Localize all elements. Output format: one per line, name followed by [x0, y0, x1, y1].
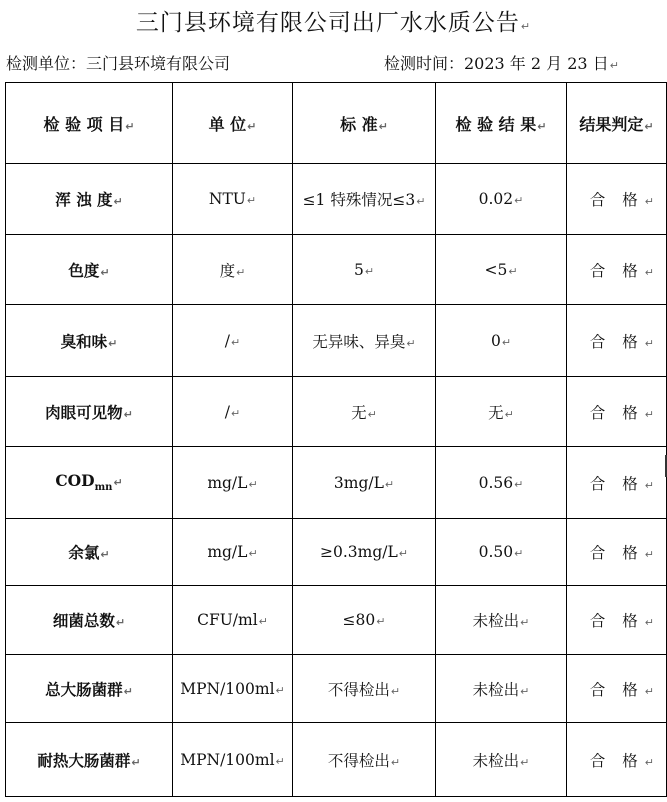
standard-cell	[293, 447, 436, 519]
judgement-cell	[567, 586, 667, 655]
paragraph-mark-icon: ↵	[390, 684, 401, 698]
paragraph-mark-icon: ↵	[367, 407, 377, 421]
header-standard: 标 准↵	[293, 83, 436, 164]
table-row	[6, 305, 667, 377]
paragraph-mark-icon: ↵	[644, 755, 660, 769]
judgement-cell-text: 合 格	[589, 403, 644, 422]
header-unit: 单 位↵	[173, 83, 293, 164]
judgement-cell-text: 合 格	[589, 332, 644, 351]
unit-cell-text: CFU/ml	[197, 611, 258, 629]
result-cell-text: 未检出	[472, 612, 520, 630]
table-row	[6, 586, 667, 655]
item-cell	[6, 164, 173, 235]
item-cell-text: 臭和味	[60, 331, 108, 351]
paragraph-mark-icon: ↵	[644, 119, 654, 133]
judgement-cell-text: 合 格	[589, 261, 644, 280]
result-cell-text: 0	[490, 331, 501, 350]
item-cell-text: 耐热大肠菌群	[37, 750, 131, 770]
paragraph-mark-icon: ↵	[247, 119, 257, 133]
table-row	[6, 377, 667, 447]
unit-cell-text: NTU	[208, 190, 246, 208]
unit-cell	[173, 655, 293, 723]
result-cell	[436, 305, 567, 377]
item-cell-text: 总大肠菌群	[45, 679, 123, 699]
paragraph-mark-icon: ↵	[644, 407, 660, 421]
paragraph-mark-icon: ↵	[504, 407, 514, 421]
paragraph-mark-icon: ↵	[514, 477, 524, 491]
item-cell	[6, 447, 173, 519]
unit-cell-text: mg/L	[207, 543, 248, 561]
judgement-cell	[567, 377, 667, 447]
judgement-cell-text: 合 格	[589, 751, 644, 770]
paragraph-mark-icon: ↵	[416, 195, 426, 208]
table-row	[6, 447, 667, 519]
standard-cell	[293, 235, 436, 305]
paragraph-mark-icon: ↵	[246, 194, 257, 207]
paragraph-mark-icon: ↵	[113, 476, 123, 490]
header-result: 检 验 结 果↵	[436, 83, 567, 164]
paragraph-mark-icon: ↵	[501, 335, 512, 349]
paragraph-mark-icon: ↵	[258, 615, 268, 628]
paragraph-mark-icon: ↵	[398, 547, 408, 560]
item-cell-text: 浑 浊 度	[55, 190, 113, 209]
paragraph-mark-icon: ↵	[644, 336, 660, 350]
paragraph-mark-icon: ↵	[364, 264, 375, 278]
item-cell-text: 色度	[68, 260, 100, 280]
standard-cell-text: 不得检出	[327, 751, 390, 770]
paragraph-mark-icon: ↵	[644, 548, 660, 561]
paragraph-mark-icon: ↵	[644, 616, 660, 629]
unit-cell-text: /	[224, 331, 230, 350]
item-cell	[6, 586, 173, 655]
testing-unit: 检测单位：三门县环境有限公司	[6, 54, 231, 73]
paragraph-mark-icon: ↵	[406, 336, 416, 350]
unit-cell	[173, 235, 293, 305]
standard-cell-text: 5	[353, 260, 364, 279]
standard-cell-text: 无	[351, 403, 367, 422]
judgement-cell	[567, 447, 667, 519]
standard-cell	[293, 377, 436, 447]
paragraph-mark-icon: ↵	[384, 477, 395, 491]
item-cell-text: 细菌总数	[52, 611, 115, 630]
paragraph-mark-icon: ↵	[376, 615, 386, 628]
paragraph-mark-icon: ↵	[508, 264, 518, 278]
unit-cell	[173, 377, 293, 447]
item-cell	[6, 235, 173, 305]
result-cell	[436, 519, 567, 586]
paragraph-mark-icon: ↵	[100, 265, 110, 279]
paragraph-mark-icon: ↵	[123, 684, 133, 698]
paragraph-mark-icon: ↵	[644, 684, 660, 698]
standard-cell-text: 3mg/L	[333, 473, 384, 492]
result-cell-text: 无	[488, 403, 504, 422]
item-cell	[6, 655, 173, 723]
standard-cell	[293, 305, 436, 377]
result-cell-text: 0.02	[478, 190, 514, 208]
standard-cell-text: ≥0.3mg/L	[320, 543, 398, 561]
judgement-cell	[567, 655, 667, 723]
judgement-cell-text: 合 格	[589, 191, 644, 209]
unit-cell	[173, 447, 293, 519]
page-title: 三门县环境有限公司出厂水水质公告↵	[135, 10, 532, 36]
paragraph-mark-icon: ↵	[520, 20, 532, 33]
paragraph-mark-icon: ↵	[113, 195, 123, 208]
paragraph-mark-icon: ↵	[644, 478, 660, 492]
paragraph-mark-icon: ↵	[131, 755, 141, 769]
standard-cell-text: 无异味、异臭	[312, 332, 406, 351]
item-subscript: mn	[94, 482, 113, 494]
table-row	[6, 655, 667, 723]
paragraph-mark-icon: ↵	[537, 119, 547, 133]
paragraph-mark-icon: ↵	[609, 59, 619, 72]
judgement-cell-text: 合 格	[589, 474, 644, 493]
standard-cell	[293, 655, 436, 723]
standard-cell	[293, 723, 436, 797]
result-cell-text: 未检出	[472, 680, 520, 699]
paragraph-mark-icon: ↵	[123, 407, 133, 421]
unit-cell	[173, 723, 293, 797]
item-cell	[6, 377, 173, 447]
judgement-cell	[567, 164, 667, 235]
result-cell	[436, 723, 567, 797]
paragraph-mark-icon: ↵	[514, 547, 524, 560]
result-cell-text: 未检出	[472, 751, 520, 770]
standard-cell	[293, 586, 436, 655]
standard-cell-text: ≤1 特殊情况≤3	[302, 191, 416, 209]
result-cell-text: 0.50	[478, 543, 514, 561]
standard-cell	[293, 164, 436, 235]
standard-cell-text: ≤80	[342, 611, 376, 629]
judgement-cell	[567, 305, 667, 377]
table-row	[6, 723, 667, 797]
paragraph-mark-icon: ↵	[236, 265, 246, 279]
table-row	[6, 519, 667, 586]
paragraph-mark-icon: ↵	[644, 265, 660, 279]
paragraph-mark-icon: ↵	[248, 477, 258, 491]
judgement-cell	[567, 519, 667, 586]
item-cell-text: 肉眼可见物	[45, 402, 123, 422]
paragraph-mark-icon: ↵	[275, 683, 285, 697]
item-cell	[6, 305, 173, 377]
item-cell	[6, 519, 173, 586]
paragraph-mark-icon: ↵	[108, 336, 118, 350]
paragraph-mark-icon: ↵	[115, 616, 126, 629]
item-cell-text: 余氯	[68, 543, 100, 562]
paragraph-mark-icon: ↵	[390, 755, 401, 769]
result-cell	[436, 235, 567, 305]
result-cell	[436, 164, 567, 235]
standard-cell	[293, 519, 436, 586]
result-cell-text: 0.56	[478, 473, 514, 492]
paragraph-mark-icon: ↵	[520, 684, 530, 698]
unit-cell-text: mg/L	[207, 473, 248, 492]
item-cell	[6, 723, 173, 797]
item-cell-text: COD	[55, 471, 95, 491]
standard-cell-text: 不得检出	[327, 680, 390, 699]
paragraph-mark-icon: ↵	[520, 616, 530, 629]
paragraph-mark-icon: ↵	[275, 754, 285, 768]
unit-cell-text: MPN/100ml	[180, 750, 275, 769]
paragraph-mark-icon: ↵	[520, 755, 530, 769]
judgement-cell	[567, 235, 667, 305]
paragraph-mark-icon: ↵	[248, 547, 258, 560]
paragraph-mark-icon: ↵	[231, 335, 241, 349]
table-row	[6, 235, 667, 305]
judgement-cell	[567, 723, 667, 797]
paragraph-mark-icon: ↵	[644, 195, 660, 208]
unit-cell-text: MPN/100ml	[180, 679, 275, 698]
testing-date: 检测时间：2023 年 2 月 23 日↵	[384, 54, 619, 73]
water-quality-table	[5, 82, 667, 797]
unit-cell	[173, 519, 293, 586]
judgement-cell-text: 合 格	[589, 612, 644, 630]
result-cell	[436, 586, 567, 655]
unit-cell-text: /	[224, 402, 230, 421]
judgement-cell-text: 合 格	[589, 680, 644, 699]
paragraph-mark-icon: ↵	[100, 548, 110, 561]
unit-cell-text: 度	[219, 261, 236, 280]
paragraph-mark-icon: ↵	[378, 119, 388, 133]
result-cell	[436, 655, 567, 723]
judgement-cell-text: 合 格	[589, 544, 644, 562]
unit-cell	[173, 164, 293, 235]
result-cell	[436, 377, 567, 447]
table-header-row	[6, 83, 667, 164]
paragraph-mark-icon: ↵	[125, 119, 135, 133]
header-judgement: 结果判定↵	[567, 83, 667, 164]
paragraph-mark-icon: ↵	[231, 406, 241, 420]
unit-cell	[173, 305, 293, 377]
result-cell-text: <5	[484, 260, 508, 279]
table-row	[6, 164, 667, 235]
unit-cell	[173, 586, 293, 655]
result-cell	[436, 447, 567, 519]
paragraph-mark-icon: ↵	[514, 194, 524, 207]
header-item: 检 验 项 目↵	[6, 83, 173, 164]
